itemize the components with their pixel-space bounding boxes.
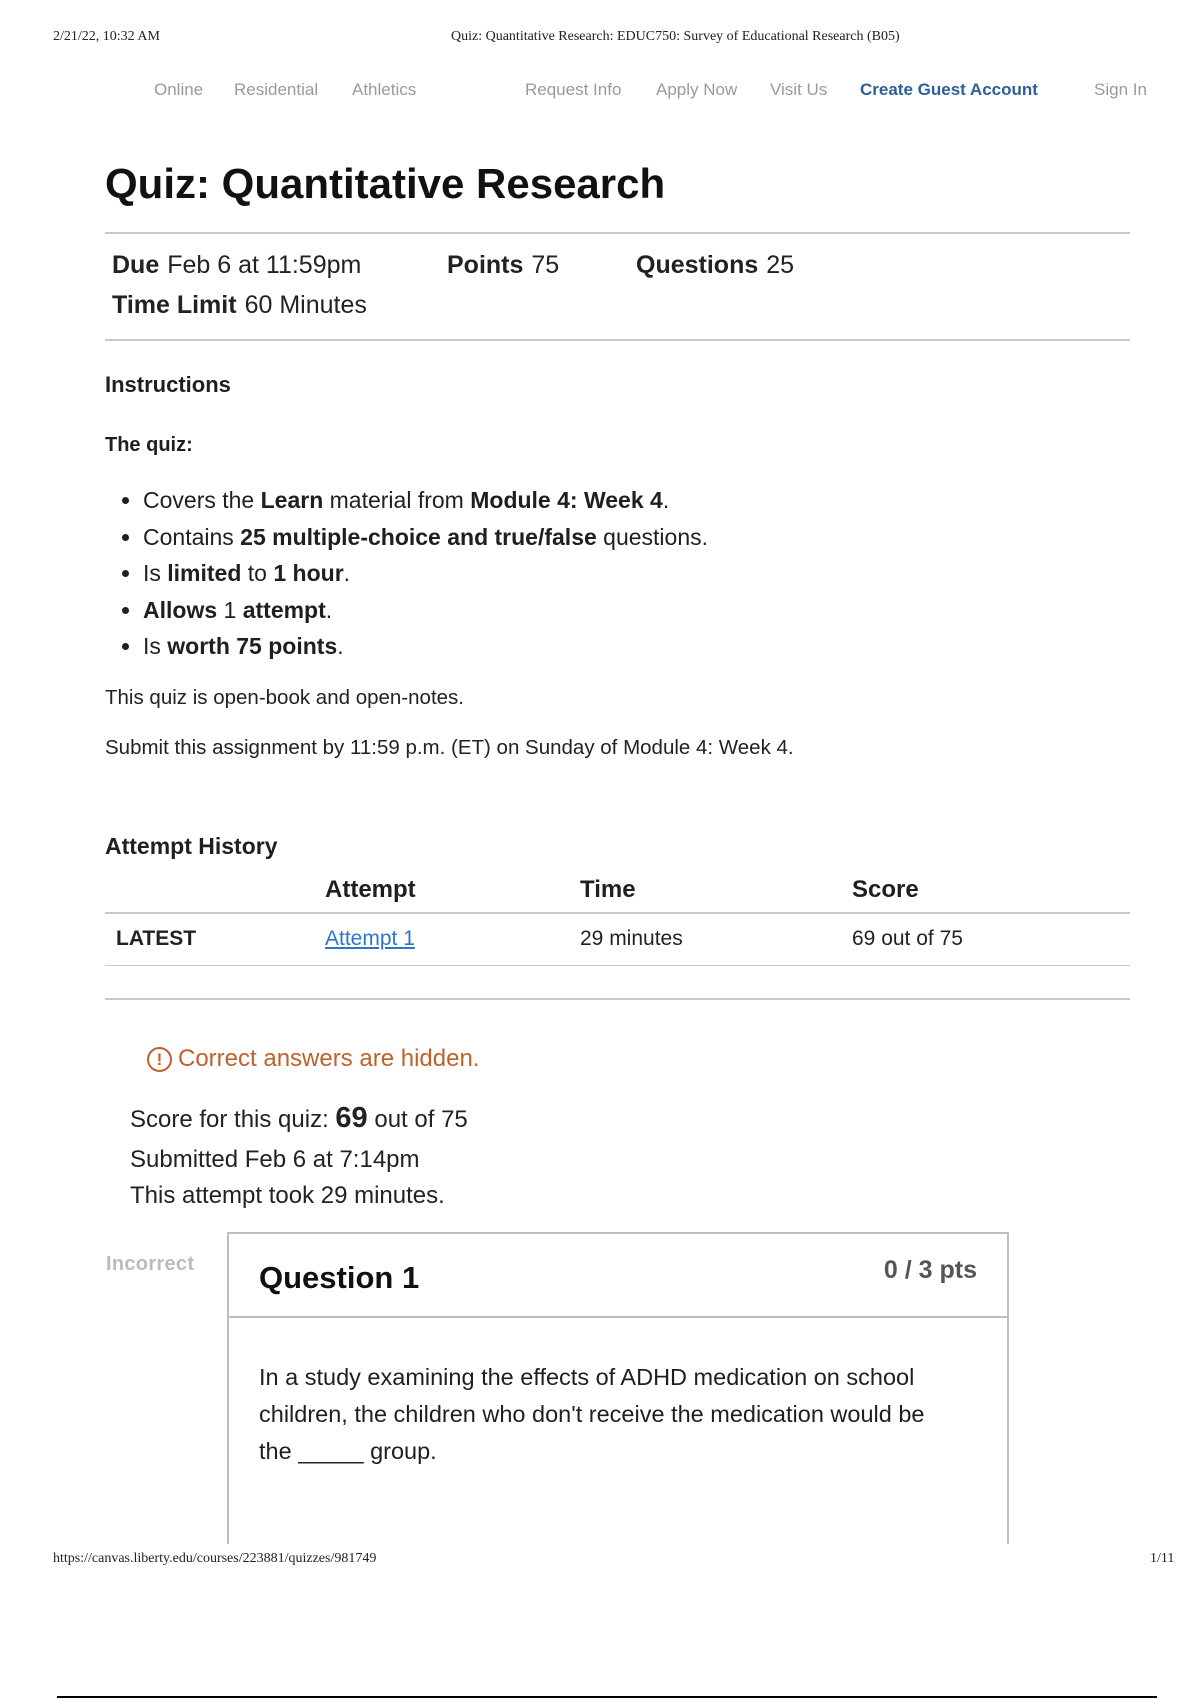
due-date [112, 251, 361, 280]
attempt-duration: This attempt took 29 minutes. [130, 1182, 445, 1209]
nav-apply-now-link[interactable]: Apply Now [656, 80, 738, 99]
column-header-score: Score [852, 876, 919, 903]
incorrect-label: Incorrect [106, 1253, 195, 1275]
print-url: https://canvas.liberty.edu/courses/223881/quizzes/981749 [53, 1551, 377, 1566]
create-guest-account-link[interactable]: Create Guest Account [860, 80, 1038, 99]
points [447, 251, 559, 280]
question-text: In a study examining the effects of ADHD medication on school children, the children who don't receive the medication would be the _____ group. [259, 1364, 925, 1464]
instructions-list [110, 482, 708, 665]
answers-hidden-text: Correct answers are hidden. [178, 1045, 480, 1072]
warning-icon: ! [147, 1047, 172, 1072]
time-limit-value: 60 Minutes [244, 291, 367, 319]
points-label: Points [447, 251, 524, 279]
list-item: • Is worth 75 points. [143, 628, 708, 665]
instructions-heading: Instructions [105, 372, 231, 397]
divider [105, 232, 1130, 234]
question-points: 0 / 3 pts [883, 1256, 977, 1284]
list-item: • Covers the Learn material from Module 4: Week 4. [143, 482, 708, 519]
nav-request-info-link[interactable]: Request Info [525, 80, 622, 99]
submitted-time: Submitted Feb 6 at 7:14pm [130, 1146, 420, 1173]
print-page-number: 1/11 [1150, 1551, 1175, 1566]
due-value: Feb 6 at 11:59pm [167, 251, 362, 279]
question-title: Question 1 [259, 1260, 420, 1295]
questions-count [636, 251, 794, 280]
attempt-1-link[interactable]: Attempt 1 [325, 927, 415, 950]
list-item: • Is limited to 1 hour. [143, 555, 708, 592]
list-item: • Allows 1 attempt. [143, 592, 708, 629]
attempt-time: 29 minutes [580, 927, 683, 950]
time-limit-label: Time Limit [112, 291, 237, 319]
answers-hidden-notice [147, 1045, 479, 1073]
attempt-history-heading: Attempt History [105, 833, 278, 859]
table-row-rule [105, 965, 1130, 966]
table-header-rule [105, 912, 1130, 914]
attempt-score: 69 out of 75 [852, 927, 963, 950]
column-header-time: Time [580, 876, 636, 903]
divider [57, 1696, 1157, 1698]
time-limit [112, 291, 367, 320]
nav-residential-link[interactable]: Residential [234, 80, 319, 99]
divider [105, 998, 1130, 1000]
nav-visit-us-link[interactable]: Visit Us [770, 80, 828, 99]
due-label: Due [112, 251, 160, 279]
list-item: • Contains 25 multiple-choice and true/false questions. [143, 519, 708, 556]
divider [105, 339, 1130, 341]
print-datetime: 2/21/22, 10:32 AM [53, 29, 160, 44]
sign-in-link[interactable]: Sign In [1094, 80, 1147, 99]
nav-online-link[interactable]: Online [154, 80, 204, 99]
print-title: Quiz: Quantitative Research: EDUC750: Survey of Educational Research (B05) [451, 29, 900, 44]
column-header-attempt: Attempt [325, 876, 416, 903]
questions-label: Questions [636, 251, 759, 279]
quiz-score: Score for this quiz: 69 out of 75 [130, 1102, 468, 1134]
nav-athletics-link[interactable]: Athletics [352, 80, 417, 99]
points-value: 75 [531, 251, 560, 279]
latest-badge: LATEST [116, 927, 197, 950]
open-book-note: This quiz is open-book and open-notes. [105, 686, 464, 709]
questions-value: 25 [766, 251, 795, 279]
score-value: 69 [335, 1102, 368, 1134]
question-header [229, 1234, 1007, 1318]
quiz-subheading: The quiz: [105, 434, 193, 456]
submit-note: Submit this assignment by 11:59 p.m. (ET) on Sunday of Module 4: Week 4. [105, 736, 794, 759]
page-title: Quiz: Quantitative Research [105, 160, 666, 207]
question-card [227, 1232, 1009, 1544]
